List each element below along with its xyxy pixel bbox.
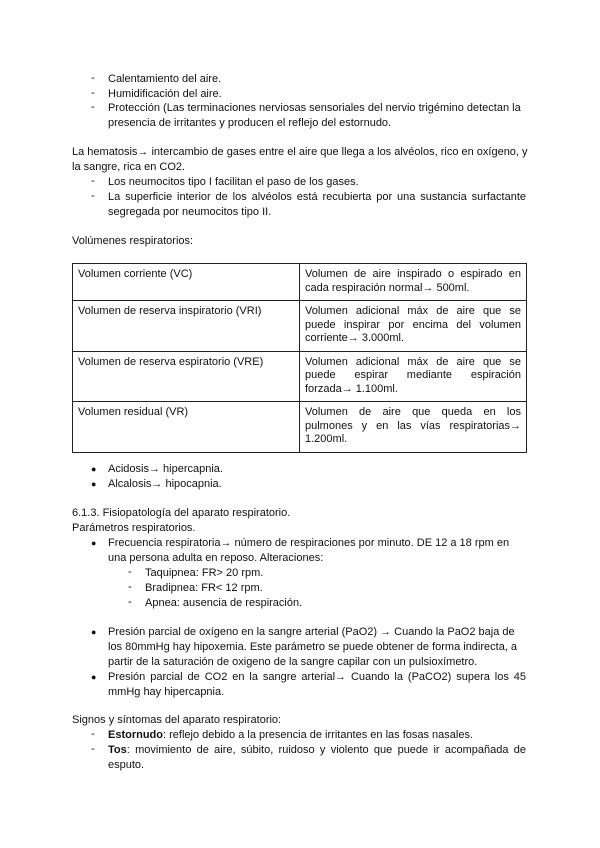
list-item: Alcalosis→ hipocapnia. — [108, 478, 222, 490]
volume-name: Volumen corriente (VC) — [73, 264, 300, 301]
dash-marker: - — [128, 566, 132, 578]
definition: : reflejo debido a la presencia de irritantes en las fosas nasales. — [163, 729, 474, 741]
list-item: Bradipnea: FR< 12 rpm. — [145, 582, 263, 594]
list-item: Acidosis→ hipercapnia. — [108, 463, 223, 475]
table-row — [73, 402, 527, 453]
volumes-heading: Volúmenes respiratorios: — [72, 235, 194, 247]
list-item — [108, 743, 526, 773]
dash-marker: - — [91, 101, 95, 113]
volume-name: Volumen de reserva inspiratorio (VRI) — [73, 301, 300, 352]
dash-marker: - — [128, 596, 132, 608]
dash-marker: - — [91, 87, 95, 99]
dash-marker: - — [128, 581, 132, 593]
bullet-marker: ● — [91, 464, 97, 474]
definition: : movimiento de aire, súbito, ruidoso y violento que puede ir acompañada de esputo. — [108, 744, 526, 771]
list-item: Frecuencia respiratoria→ número de respiraciones por minuto. DE 12 a 18 rpm en una persona adulta en reposo. Alteraciones: — [108, 537, 510, 564]
list-item: La superficie interior de los alvéolos está recubierta por una sustancia surfactante segregada por neumocitos tipo II. — [108, 191, 526, 218]
dash-marker: - — [91, 743, 95, 755]
volume-description: Volumen de aire inspirado o espirado en cada respiración normal→ 500ml. — [300, 264, 527, 301]
volume-name: Volumen residual (VR) — [73, 402, 300, 453]
list-item: Apnea: ausencia de respiración. — [145, 597, 303, 609]
bullet-marker: ● — [91, 672, 97, 682]
list-item: Taquipnea: FR> 20 rpm. — [145, 567, 264, 579]
term: Estornudo — [108, 729, 163, 741]
dash-marker: - — [91, 72, 95, 84]
bullet-marker: ● — [91, 538, 97, 548]
volume-name: Volumen de reserva espiratorio (VRE) — [73, 351, 300, 402]
subsection-title: Parámetros respiratorios. — [72, 522, 196, 534]
dash-marker: - — [91, 175, 95, 187]
list-item: Presión parcial de CO2 en la sangre arterial→ Cuando la (PaCO2) supera los 45 mmHg hay hipercapnia. — [108, 671, 526, 698]
list-item: Calentamiento del aire. — [108, 73, 222, 85]
term: Tos — [108, 744, 127, 756]
list-item: Protección (Las terminaciones nerviosas sensoriales del nervio trigémino detectan la presencia de irritantes y producen el reflejo del estornudo. — [108, 102, 521, 129]
bullet-marker: ● — [91, 479, 97, 489]
list-item — [108, 728, 528, 743]
list-item: Los neumocitos tipo I facilitan el paso de los gases. — [108, 176, 359, 188]
volumes-table — [72, 263, 527, 453]
section-title: Signos y síntomas del aparato respiratorio: — [72, 714, 282, 726]
list-item: Presión parcial de oxígeno en la sangre arterial (PaO2) → Cuando la PaO2 baja de los 80mmHg hay hipoxemia. Este parámetro se puede obtener de forma indirecta, a partir de la saturación de oxigeno de la sangre capilar con un pulsioxímetro. — [108, 626, 518, 668]
section-title: 6.1.3. Fisiopatología del aparato respiratorio. — [72, 507, 291, 519]
table-row — [73, 351, 527, 402]
volume-description: Volumen adicional máx de aire que se puede espirar mediante espiración forzada→ 1.100ml. — [300, 351, 527, 402]
volume-description: Volumen adicional máx de aire que se puede inspirar por encima del volumen corriente→ 3.000ml. — [300, 301, 527, 352]
table-row — [73, 301, 527, 352]
table-row — [73, 264, 527, 301]
dash-marker: - — [91, 190, 95, 202]
bullet-marker: ● — [91, 627, 97, 637]
dash-marker: - — [91, 728, 95, 740]
volume-description: Volumen de aire que queda en los pulmones y en las vías respiratorias→ 1.200ml. — [300, 402, 527, 453]
list-item: Humidificación del aire. — [108, 88, 222, 100]
hematosis-intro: La hematosis→ intercambio de gases entre el aire que llega a los alvéolos, rico en oxígeno, y la sangre, rica en CO2. — [72, 146, 528, 173]
